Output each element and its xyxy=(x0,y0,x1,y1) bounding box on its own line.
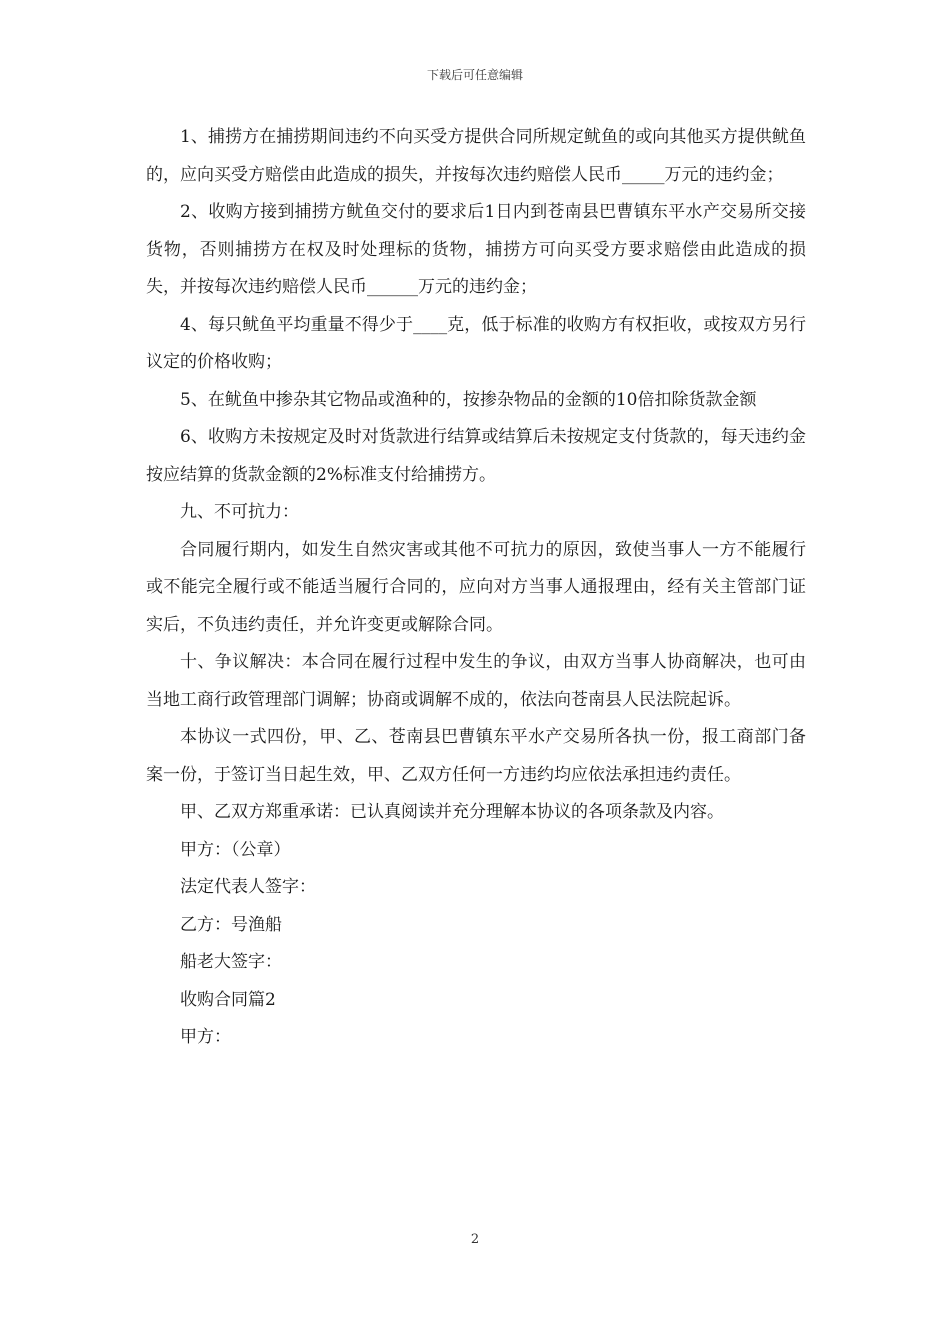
section-heading-force-majeure: 九、不可抗力： xyxy=(180,502,299,522)
paragraph-clause-2: 2、收购方接到捕捞方鱿鱼交付的要求后1日内到苍南县巴曹镇东平水产交易所交接货物，否则捕捞方在权及时处理标的货物，捕捞方可向买受方要求赔偿由此造成的损失，并按每次违约赔偿人民币______万元的违约金； xyxy=(146,202,806,297)
legal-rep-signature: 法定代表人签字： xyxy=(180,877,316,897)
captain-signature: 船老大签字： xyxy=(180,952,282,972)
paragraph-clause-5: 5、在鱿鱼中掺杂其它物品或渔种的，按掺杂物品的金额的10倍扣除货款金额 xyxy=(180,389,757,410)
paragraph-clause-4: 4、每只鱿鱼平均重量不得少于____克，低于标准的收购方有权拒收，或按双方另行议定的价格收购； xyxy=(146,314,806,372)
paragraph-copies: 本协议一式四份，甲、乙、苍南县巴曹镇东平水产交易所各执一份，报工商部门备案一份，于签订当日起生效，甲、乙双方任何一方违约均应依法承担违约责任。 xyxy=(146,727,806,785)
party-b-vessel: 乙方：号渔船 xyxy=(180,914,282,935)
document-body xyxy=(146,119,806,1057)
party-a-seal: 甲方：（公章） xyxy=(180,839,291,860)
paragraph-clause-1: 1、捕捞方在捕捞期间违约不向买受方提供合同所规定鱿鱼的或向其他买方提供鱿鱼的，应向买受方赔偿由此造成的损失，并按每次违约赔偿人民币_____万元的违约金； xyxy=(146,127,806,185)
paragraph-dispute-resolution: 十、争议解决：本合同在履行过程中发生的争议，由双方当事人协商解决，也可由当地工商行政管理部门调解；协商或调解不成的，依法向苍南县人民法院起诉。 xyxy=(146,652,806,710)
page-number: 2 xyxy=(470,1232,480,1247)
paragraph-clause-6: 6、收购方未按规定及时对货款进行结算或结算后未按规定支付货款的，每天违约金按应结算的货款金额的2%标准支付给捕捞方。 xyxy=(146,427,806,485)
paragraph-commitment: 甲、乙双方郑重承诺：已认真阅读并充分理解本协议的各项条款及内容。 xyxy=(180,802,724,822)
contract-2-title: 收购合同篇2 xyxy=(180,989,276,1010)
contract-2-party-a: 甲方： xyxy=(180,1027,231,1047)
page-header: 下载后可任意编辑 xyxy=(426,68,523,82)
paragraph-force-majeure: 合同履行期内，如发生自然灾害或其他不可抗力的原因，致使当事人一方不能履行或不能完全履行或不能适当履行合同的，应向对方当事人通报理由，经有关主管部门证实后，不负违约责任，并允许变更或解除合同。 xyxy=(146,539,806,635)
